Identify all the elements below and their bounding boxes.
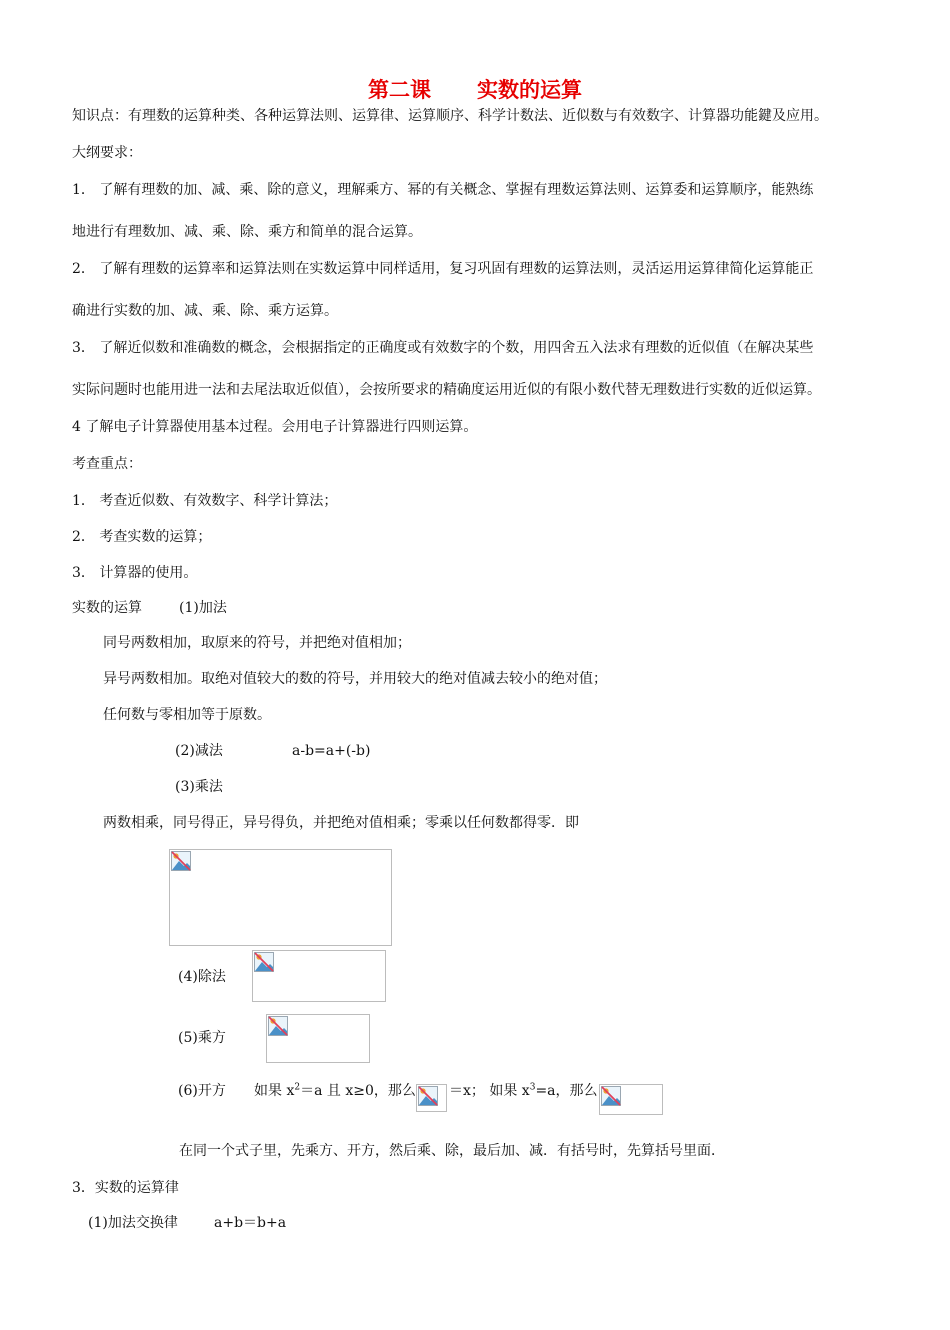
add-comm-formula: a+b＝b+a: [214, 1215, 287, 1231]
root-text-2b: =a，那么: [535, 1083, 598, 1099]
root-text-1: [254, 1081, 416, 1101]
formula-image-sqrt: [416, 1084, 447, 1112]
outline-item-4: 4 了解电子计算器使用基本过程。会用电子计算器进行四则运算。: [72, 419, 478, 435]
page-title: [0, 76, 950, 104]
formula-image-division: [252, 950, 386, 1002]
root-text-1b: ＝a 且 x≥0，那么: [300, 1083, 416, 1099]
focus-item: 3． 计算器的使用。: [72, 565, 198, 581]
root-text-2: [449, 1081, 598, 1101]
ops-heading: 实数的运算: [72, 600, 142, 616]
root-text-1a: 如果 x: [254, 1083, 295, 1099]
pow-label: (5)乘方: [178, 1030, 226, 1046]
add-comm-label: (1)加法交换律: [88, 1215, 178, 1231]
root-label: (6)开方: [178, 1083, 226, 1099]
sub-formula: a-b=a+(-b): [292, 743, 371, 759]
outline-item-1a: 1． 了解有理数的加、减、乘、除的意义，理解乘方、幂的有关概念、掌握有理数运算法则、运算委和运算顺序，能熟练: [72, 182, 814, 198]
outline-item-2a: 2． 了解有理数的运算率和运算法则在实数运算中同样适用，复习巩固有理数的运算法则，灵活运用运算律简化运算能正: [72, 261, 814, 277]
mul-rule: 两数相乘，同号得正，异号得负，并把绝对值相乘；零乘以任何数都得零．即: [103, 815, 579, 831]
sub-label: (2)减法: [175, 743, 223, 759]
outline-item-3a: 3． 了解近似数和准确数的概念，会根据指定的正确度或有效数字的个数，用四舍五入法求有理数的近似值（在解决某些: [72, 340, 814, 356]
root-sup-2: 3: [529, 1082, 536, 1093]
formula-image-power: [266, 1014, 370, 1063]
broken-image-icon: [254, 952, 274, 972]
add-rule-3: 任何数与零相加等于原数。: [103, 707, 271, 723]
root-text-2a: ＝x； 如果 x: [449, 1083, 530, 1099]
title-part1: 第二课: [368, 78, 431, 102]
knowledge-points: 知识点：有理数的运算种类、各种运算法则、运算律、运算顺序、科学计数法、近似数与有效数字、计算器功能鍵及应用。: [72, 108, 828, 124]
laws-heading: 3．实数的运算律: [72, 1180, 179, 1196]
broken-image-icon: [601, 1086, 621, 1106]
formula-image-cbrt: [599, 1084, 663, 1115]
formula-image-multiplication: [169, 849, 392, 946]
order-rule: 在同一个式子里，先乘方、开方，然后乘、除，最后加、减．有括号时，先算括号里面．: [179, 1143, 725, 1159]
add-label: (1)加法: [179, 600, 227, 616]
focus-item: 1． 考查近似数、有效数字、科学计算法；: [72, 493, 338, 509]
focus-item: 2． 考查实数的运算；: [72, 529, 212, 545]
root-sup-1: 2: [294, 1082, 301, 1093]
mul-label: (3)乘法: [175, 779, 223, 795]
focus-heading: 考查重点：: [72, 456, 142, 472]
broken-image-icon: [418, 1086, 438, 1106]
add-rule-2: 异号两数相加。取绝对值较大的数的符号，并用较大的绝对值减去较小的绝对值；: [103, 671, 607, 687]
outline-item-2b: 确进行实数的加、减、乘、除、乘方运算。: [72, 303, 338, 319]
outline-heading: 大纲要求：: [72, 145, 142, 161]
broken-image-icon: [171, 851, 191, 871]
div-label: (4)除法: [178, 969, 226, 985]
add-rule-1: 同号两数相加，取原来的符号，并把绝对值相加；: [103, 635, 411, 651]
broken-image-icon: [268, 1016, 288, 1036]
title-part2: 实数的运算: [477, 78, 582, 102]
outline-item-1b: 地进行有理数加、减、乘、除、乘方和简单的混合运算。: [72, 224, 422, 240]
outline-item-3b: 实际问题时也能用进一法和去尾法取近似值），会按所要求的精确度运用近似的有限小数代替无理数进行实数的近似运算。: [72, 382, 821, 398]
